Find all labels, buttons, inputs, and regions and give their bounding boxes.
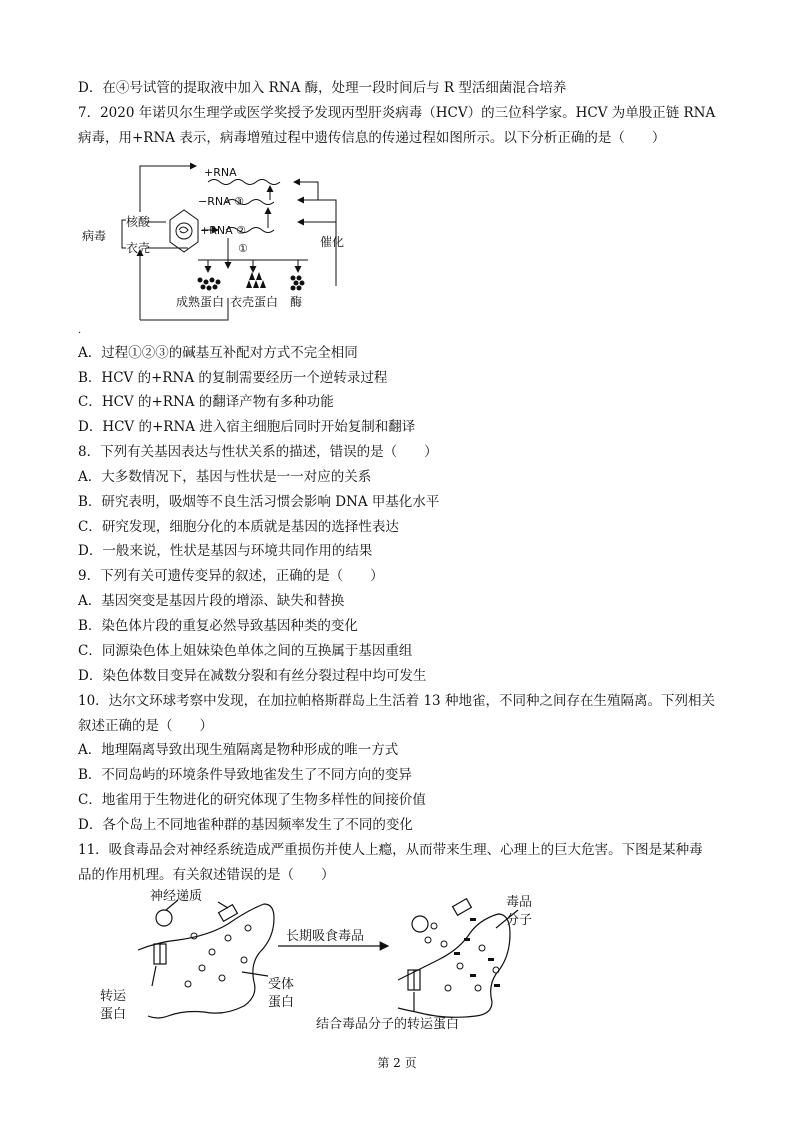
q10-option-b: B．不同岛屿的环境条件导致地雀发生了不同方向的变异 (78, 767, 412, 783)
q7-stem-line-1: 7．2020 年诺贝尔生理学或医学奖授予发现丙型肝炎病毒（HCV）的三位科学家。HCV 为单股正链 RNA (78, 105, 716, 121)
label-capsid-protein: 衣壳蛋白 (230, 295, 279, 309)
q11-stem-line-1: 11．吸食毒品会对神经系统造成严重损伤并使人上瘾，从而带来生理、心理上的巨大危害。下图是某种毒 (78, 842, 703, 858)
q9-option-d: D．染色体数目变异在减数分裂和有丝分裂过程中均可发生 (78, 668, 427, 684)
q9-option-a: A．基因突变是基因片段的增添、缺失和替换 (78, 593, 345, 609)
q8-option-a: A．大多数情况下，基因与性状是一一对应的关系 (78, 469, 372, 485)
q8-option-d: D．一般来说，性状是基因与环境共同作用的结果 (78, 543, 373, 559)
label-rna-bottom: +RNA ② (200, 224, 246, 237)
label-nucleic-acid: 核酸 (126, 215, 151, 229)
q10-option-a: A．地理隔离导致出现生殖隔离是物种形成的唯一方式 (78, 742, 399, 758)
label-neurotransmitter: 神经递质 (150, 889, 203, 904)
label-receptor-line-1: 受体 (268, 977, 295, 992)
q10-stem-line-1: 10．达尔文环球考察中发现，在加拉帕格斯群岛上生活着 13 种地雀，不同种之间存在生殖隔离。下列相关 (78, 693, 715, 709)
q10-option-c: C．地雀用于生物进化的研究体现了生物多样性的间接价值 (78, 792, 426, 808)
q9-option-c: C．同源染色体上姐妹染色单体之间的互换属于基因重组 (78, 643, 413, 659)
q10-stem-line-2: 叙述正确的是（ ） (78, 718, 213, 734)
q7-stem-line-2: 病毒，用+RNA 表示，病毒增殖过程中遗传信息的传递过程如图所示。以下分析正确的是（ ） (78, 130, 666, 146)
label-drug-line-2: 分子 (506, 913, 533, 928)
label-receptor-line-2: 蛋白 (268, 995, 295, 1010)
q6-option-d: D．在④号试管的提取液中加入 RNA 酶，处理一段时间后与 R 型活细菌混合培养 (78, 80, 567, 96)
label-long-term: 长期吸食毒品 (286, 929, 365, 944)
page-number: 第 2 页 (377, 1056, 417, 1070)
q7-option-a: A．过程①②③的碱基互补配对方式不完全相同 (78, 345, 358, 361)
label-rna-top: +RNA (204, 166, 237, 179)
label-virus: 病毒 (82, 229, 107, 243)
label-step-1: ① (238, 242, 248, 255)
q8-option-c: C．研究发现，细胞分化的本质就是基因的选择性表达 (78, 519, 399, 535)
label-bound-transporter: 结合毒品分子的转运蛋白 (316, 1017, 460, 1032)
q8-stem: 8．下列有关基因表达与性状关系的描述，错误的是（ ） (78, 444, 438, 460)
label-rna-mid: −RNA ③ (198, 195, 244, 208)
q9-stem: 9．下列有关可遗传变异的叙述，正确的是（ ） (78, 568, 384, 584)
q11-stem-line-2: 品的作用机理。有关叙述错误的是（ ） (78, 867, 335, 883)
q8-option-b: B．研究表明，吸烟等不良生活习惯会影响 DNA 甲基化水平 (78, 494, 440, 510)
label-enzyme: 酶 (290, 295, 303, 309)
q9-option-b: B．染色体片段的重复必然导致基因种类的变化 (78, 618, 358, 634)
q10-option-d: D．各个岛上不同地雀种群的基因频率发生了不同的变化 (78, 817, 413, 833)
label-mature-protein: 成熟蛋白 (176, 295, 225, 309)
q7-option-c: C．HCV 的+RNA 的翻译产物有多种功能 (78, 394, 334, 410)
q7-option-b: B．HCV 的+RNA 的复制需要经历一个逆转录过程 (78, 370, 388, 386)
label-transporter-line-1: 转运 (100, 989, 127, 1004)
label-drug-line-1: 毒品 (506, 895, 533, 910)
hcv-replication-figure (78, 160, 358, 325)
drug-mechanism-figure (98, 888, 538, 1038)
label-catalyze: 催化 (320, 235, 345, 249)
label-capsid: 衣壳 (126, 241, 151, 255)
figure-dot: . (78, 325, 82, 336)
q7-option-d: D．HCV 的+RNA 进入宿主细胞后同时开始复制和翻译 (78, 419, 416, 435)
label-transporter-line-2: 蛋白 (100, 1007, 127, 1022)
